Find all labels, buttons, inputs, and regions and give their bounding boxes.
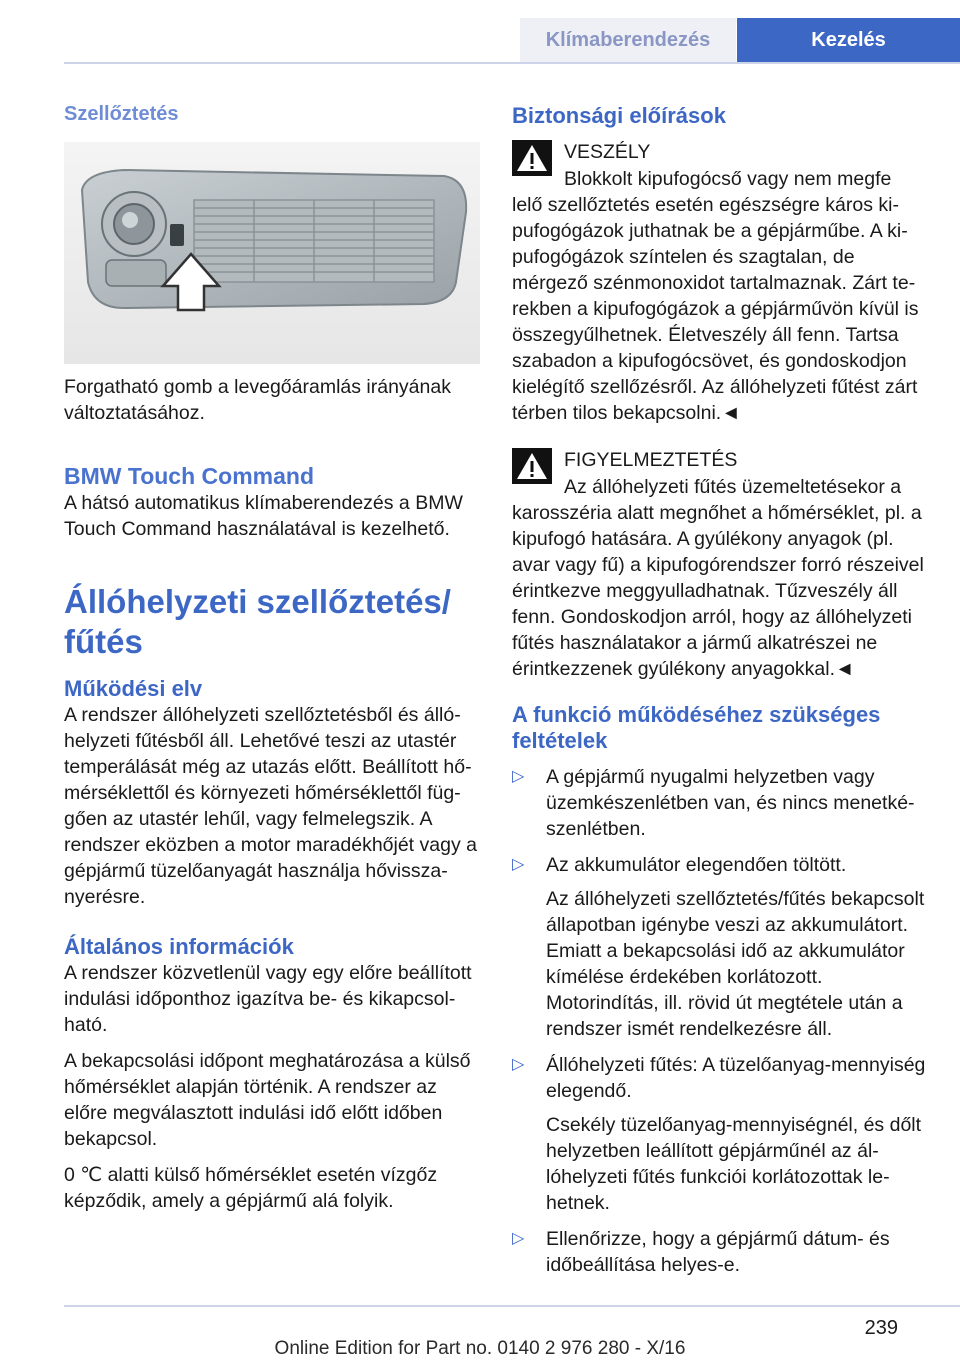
warning-caution-text: karosszéria alatt megnőhet a hőmérséklet, pl. a kipufogó hatására. A gyúlékony anyagok (pl. avar vagy fű) a kipufogórendszer forró részeivel érintkezve meggyulladhatnak. Tűzveszély áll fenn. Gondoskodjon arról, hogy az állóhelyzeti fűtés használatakor a jármű alkatrészei ne érintkezzenek gyúlékony anyagokkal.◄ [512, 502, 924, 680]
warning-danger [512, 138, 926, 426]
bullet-triangle-icon: ▷ [512, 1230, 525, 1247]
principle-text: A rendszer állóhelyzeti szellőztetésből és állóhelyzeti fűtésből áll. Lehetővé teszi az utastér temperálását még az utazás előtt. Beállított hőmérséklettől és környezeti hőmérséklettől függően az utastér lehűl, vagy felmelegszik. A rendszer eközben a motor maradékhőjét vagy a gépjármű tüzelőanyagát használja hővisszanyerésre. [64, 704, 477, 908]
general-paragraph-1: A rendszer közvetlenül vagy egy előre beállított indulási időponthoz igazítva be- és kikapcsolható. [64, 962, 472, 1036]
list-item-text: Állóhelyzeti fűtés: A tüzelőanyag-mennyiség elegendő. [546, 1054, 926, 1102]
warning-caution [512, 446, 926, 682]
list-item [512, 1226, 926, 1278]
list-item-text: A gépjármű nyugalmi helyzetben vagy üzemkészenlétben van, és nincs menetkészenlétben. [546, 766, 915, 840]
header-section-tab: Klímaberendezés [520, 18, 736, 62]
bullet-triangle-icon: ▷ [512, 856, 525, 873]
right-column [512, 100, 926, 1278]
figure-title: Szellőztetés [64, 103, 179, 125]
page-number: 239 [864, 1317, 898, 1339]
bullet-triangle-icon: ▷ [512, 768, 525, 785]
safety-title: Biztonsági előírások [512, 103, 726, 128]
list-item [512, 764, 926, 842]
list-item-subtext: Az állóhelyzeti szellőztetés/fűtés bekapcsolt állapotban igénybe veszi az akkumulátort. Emiatt a bekapcsolási idő az akkumulátor kímélése érdekében korlátozott. Motorindítás, ill. rövid út megtétele után a rendszer ismét rendelkezésre áll. [546, 888, 925, 1040]
list-item-text: Az akkumulátor elegendően töltött. [546, 854, 847, 876]
warning-danger-head: VESZÉLY [564, 141, 651, 163]
warning-caution-first-line: Az állóhelyzeti fűtés üzemeltetésekor a [564, 476, 902, 498]
principle-title: Működési elv [64, 676, 203, 701]
footer-divider [64, 1305, 960, 1307]
general-paragraph-3: 0 ℃ alatti külső hőmérséklet esetén vízgőz képződik, amely a gépjármű alá folyik. [64, 1164, 438, 1212]
requirements-list [512, 764, 926, 1278]
list-item [512, 852, 926, 1042]
chapter-title-line2: fűtés [64, 623, 143, 660]
warning-triangle-icon [512, 448, 552, 484]
bullet-triangle-icon: ▷ [512, 1056, 525, 1073]
warning-triangle-icon [512, 140, 552, 176]
warning-danger-body [512, 166, 926, 426]
general-paragraph-2: A bekapcsolási időpont meghatározása a külső hőmérséklet alapján történik. A rendszer az előre megválasztott indulási idő előtt időben bekapcsol. [64, 1050, 471, 1150]
list-item-text: Ellenőrizze, hogy a gépjármű dátum- és időbeállítása helyes-e. [546, 1228, 890, 1276]
footer-edition: Online Edition for Part no. 0140 2 976 280 - X/16 [274, 1338, 686, 1359]
requirements-title: A funkció működéséhez szükséges feltételek [512, 702, 881, 753]
chapter-title-line1: Állóhelyzeti szellőztetés/ [64, 583, 451, 620]
warning-danger-first-line: Blokkolt kipufogócső vagy nem megfe [564, 168, 892, 190]
vent-figure [64, 142, 480, 364]
general-title: Általános információk [64, 934, 294, 959]
warning-caution-body [512, 474, 926, 682]
left-column [64, 100, 480, 1224]
list-item [512, 1052, 926, 1216]
header-divider [64, 62, 960, 64]
figure-caption: Forgatható gomb a levegőáramlás irányának változtatásához. [64, 376, 451, 424]
warning-caution-head: FIGYELMEZTETÉS [564, 449, 738, 471]
touch-command-title: BMW Touch Command [64, 463, 314, 489]
header-active-tab: Kezelés [737, 18, 960, 62]
list-item-subtext: Csekély tüzelőanyag-mennyiségnél, és dőlt helyzetben leállított gépjárműnél az állóhelyzeti fűtés funkciói korlátozottak lehetnek. [546, 1114, 922, 1214]
touch-command-text: A hátsó automatikus klímaberendezés a BMW Touch Command használatával is kezelhető. [64, 492, 463, 540]
warning-danger-text: lelő szellőztetés esetén egészségre káros kipufogógázok juthatnak be a gépjárműbe. A kipufogógázok színtelen és szagtalan, de mérgező szénmonoxidot tartalmaznak. Zárt terekben a kipufogógázok a gépjárművön kívül is összegyűlhetnek. Életveszély áll fenn. Tartsa szabadon a kipufogócsövet, és gondoskodjon kielégítő szellőzésről. Az állóhelyzeti fűtést zárt térben tilos bekapcsolni.◄ [512, 194, 919, 424]
